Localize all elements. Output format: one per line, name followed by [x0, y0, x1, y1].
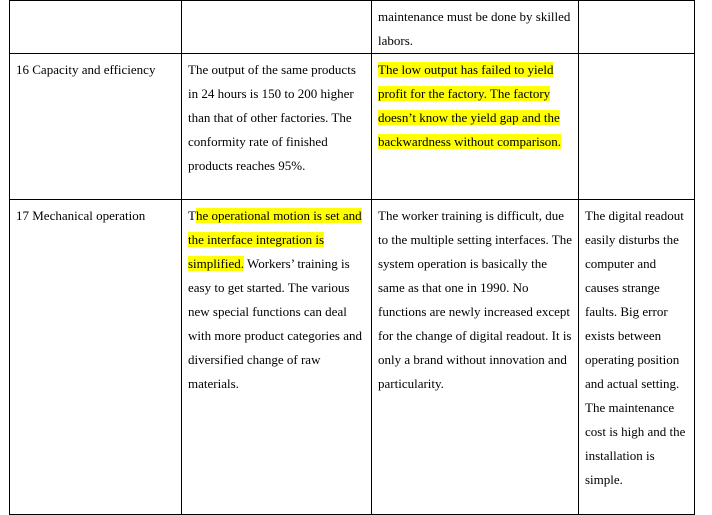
highlighted-text: he operational motion is set and the interface integration is simplified.: [188, 208, 362, 271]
table-row: [10, 54, 695, 200]
row-label-cell: [10, 1, 182, 54]
our-product-cell: The output of the same products in 24 hours is 150 to 200 higher than that of other factories. The conformity rate of finished products reaches 95%.: [182, 54, 372, 200]
row-label-cell: 16 Capacity and efficiency: [10, 54, 182, 200]
our-product-cell: [182, 1, 372, 54]
our-product-cell: [182, 200, 372, 515]
table-row: [10, 1, 695, 54]
competitor-cell: The worker training is difficult, due to the multiple setting interfaces. The system operation is basically the same as that one in 1990. No functions are newly increased except for the change of digital readout. It is only a brand without innovation and particularity.: [372, 200, 579, 515]
highlighted-text: low output has failed to yield profit for the factory. The factory doesn’t know the yield gap and the backwardness without comparison.: [378, 62, 562, 149]
competitor-cell: [372, 54, 579, 200]
plain-text: Workers’ training is easy to get started. The various new special functions can deal with more product categories and diversified change of raw materials.: [188, 256, 362, 391]
notes-cell: [579, 1, 695, 54]
row-label-cell: 17 Mechanical operation: [10, 200, 182, 515]
comparison-table: [9, 0, 695, 515]
plain-text: T: [188, 208, 196, 223]
competitor-cell: maintenance must be done by skilled labors.: [372, 1, 579, 54]
highlighted-text: The: [378, 62, 399, 77]
table-row: [10, 200, 695, 515]
notes-cell: The digital readout easily disturbs the computer and causes strange faults. Big error exists between operating position and actual setting. The maintenance cost is high and the installation is simple.: [579, 200, 695, 515]
notes-cell: [579, 54, 695, 200]
